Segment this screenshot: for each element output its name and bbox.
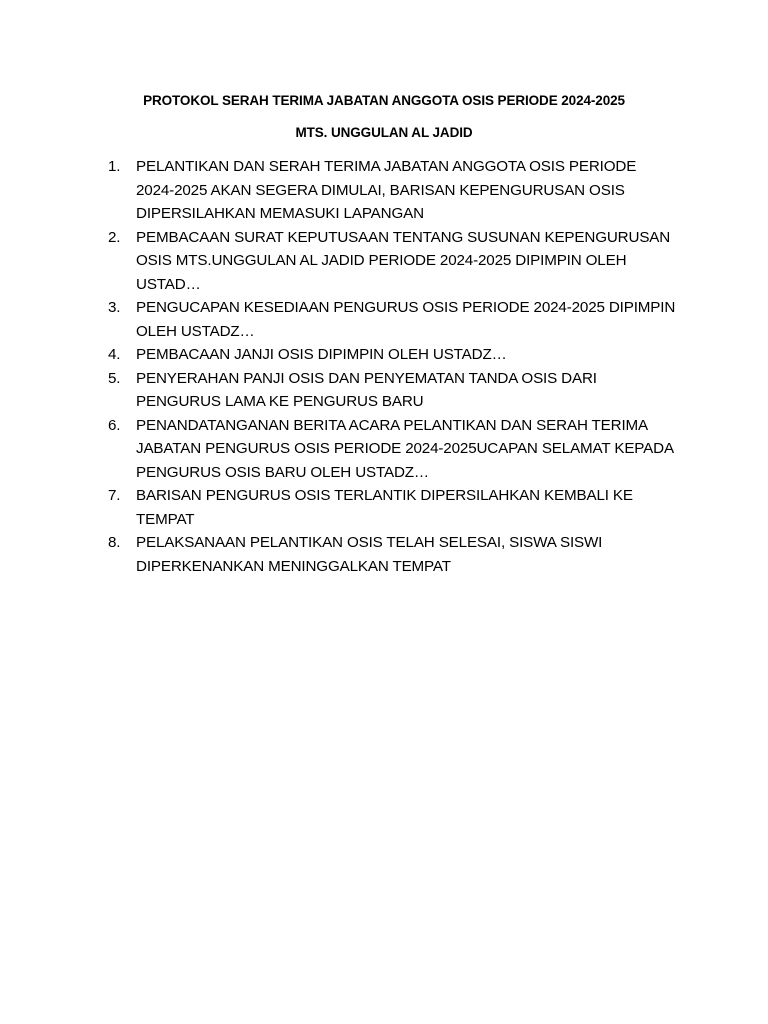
list-item: [108, 155, 678, 226]
list-item: [108, 367, 678, 414]
list-item: [108, 296, 678, 343]
list-item-text: PENGUCAPAN KESEDIAAN PENGURUS OSIS PERIODE 2024-2025 DIPIMPIN OLEH USTADZ…: [136, 299, 676, 340]
list-item-number: 7.: [108, 487, 121, 504]
list-item-text: BARISAN PENGURUS OSIS TERLANTIK DIPERSILAHKAN KEMBALI KE TEMPAT: [136, 487, 633, 528]
list-item: [108, 226, 678, 297]
list-item: [108, 343, 678, 367]
list-item: [108, 484, 678, 531]
list-item-number: 1.: [108, 158, 121, 175]
list-item-text: PENYERAHAN PANJI OSIS DAN PENYEMATAN TANDA OSIS DARI PENGURUS LAMA KE PENGURUS BARU: [136, 369, 597, 410]
list-item-text: PEMBACAAN JANJI OSIS DIPIMPIN OLEH USTADZ…: [136, 346, 507, 363]
list-item-number: 2.: [108, 228, 121, 246]
list-item-number: 5.: [108, 369, 121, 387]
list-item-text: PELANTIKAN DAN SERAH TERIMA JABATAN ANGGOTA OSIS PERIODE 2024-2025 AKAN SEGERA DIMULAI, BARISAN KEPENGURUSAN OSIS DIPERSILAHKAN MEMASUKI LAPANGAN: [136, 158, 637, 222]
list-item-number: 3.: [108, 299, 121, 316]
document-subtitle: MTS. UNGGULAN AL JADID: [295, 125, 473, 140]
list-item-text: PELAKSANAAN PELANTIKAN OSIS TELAH SELESAI, SISWA SISWI DIPERKENANKAN MENINGGALKAN TEMPAT: [136, 534, 603, 575]
list-item: [108, 531, 678, 578]
list-item-text: PENANDATANGANAN BERITA ACARA PELANTIKAN DAN SERAH TERIMA JABATAN PENGURUS OSIS PERIODE 2024-2025UCAPAN SELAMAT KEPADA PENGURUS OSIS BARU OLEH USTADZ…: [136, 416, 674, 481]
list-item: [108, 414, 678, 485]
list-item-number: 8.: [108, 534, 121, 551]
list-item-text: PEMBACAAN SURAT KEPUTUSAAN TENTANG SUSUNAN KEPENGURUSAN OSIS MTS.UNGGULAN AL JADID PERIODE 2024-2025 DIPIMPIN OLEH USTAD…: [136, 228, 671, 293]
protocol-list: [108, 155, 678, 578]
list-item-number: 4.: [108, 346, 121, 363]
list-item-number: 6.: [108, 416, 121, 434]
document-title: PROTOKOL SERAH TERIMA JABATAN ANGGOTA OSIS PERIODE 2024-2025: [143, 93, 625, 108]
